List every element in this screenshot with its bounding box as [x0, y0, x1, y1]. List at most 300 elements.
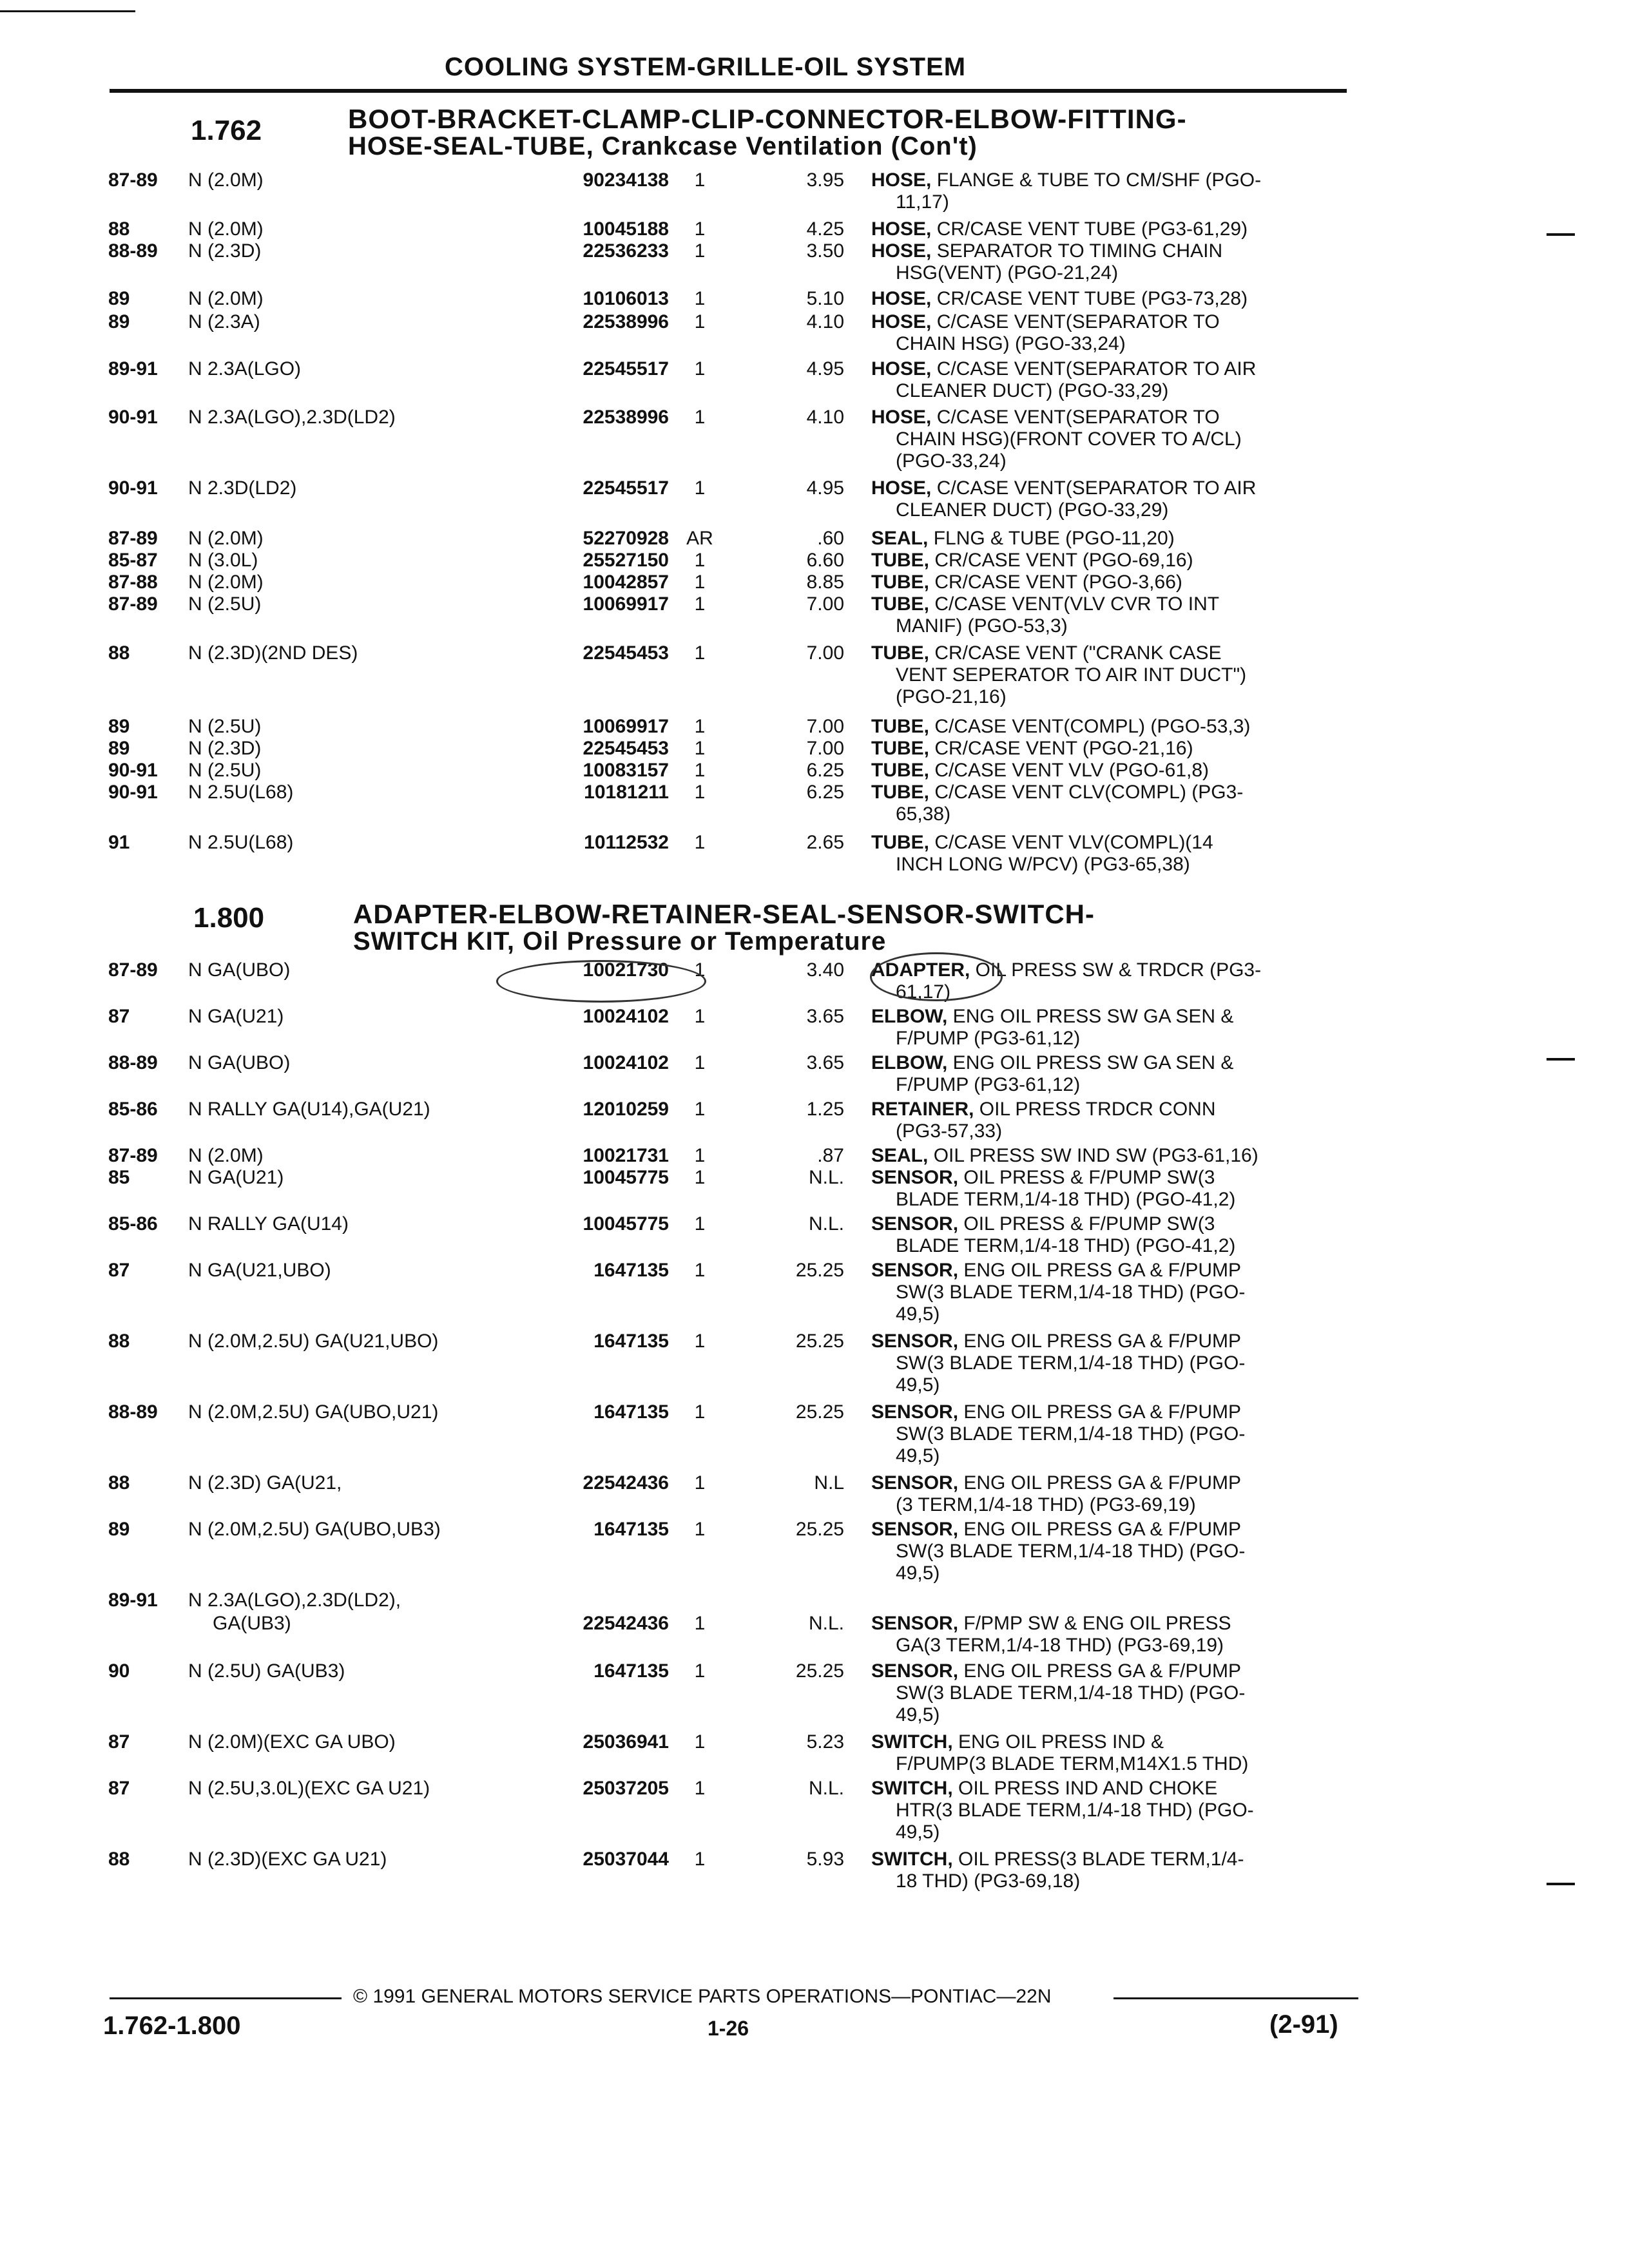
application: N (2.3A)	[188, 311, 260, 332]
description-line1	[871, 169, 1348, 192]
footer-copyright: © 1991 GENERAL MOTORS SERVICE PARTS OPERATIONS—PONTIAC—22N	[353, 1986, 1052, 2007]
description-line2: CLEANER DUCT) (PGO-33,29)	[896, 380, 1169, 401]
application: N GA(UBO)	[188, 959, 291, 981]
price: 4.95	[806, 477, 844, 499]
description-line1	[871, 715, 1348, 738]
price: N.L.	[808, 1778, 844, 1799]
price: N.L.	[808, 1613, 844, 1634]
description-line2: GA(3 TERM,1/4-18 THD) (PG3-69,19)	[896, 1635, 1224, 1656]
part-number: 12010259	[583, 1099, 669, 1120]
part-name: HOSE,	[871, 240, 932, 262]
description-line1	[871, 1213, 1348, 1236]
part-detail: ENG OIL PRESS GA & F/PUMP	[958, 1331, 1242, 1352]
part-name: TUBE,	[871, 593, 929, 615]
price: .87	[817, 1145, 844, 1166]
part-name: SENSOR,	[871, 1167, 959, 1188]
part-detail: ENG OIL PRESS SW GA SEN &	[947, 1006, 1234, 1027]
application: N (2.0M,2.5U) GA(UBO,UB3)	[188, 1519, 441, 1540]
application: N (2.5U)	[188, 593, 262, 615]
quantity: 1	[694, 1260, 706, 1281]
description-line1	[871, 1166, 1348, 1189]
application: N (2.0M)	[188, 572, 264, 593]
part-name: SENSOR,	[871, 1472, 959, 1494]
part-detail: C/CASE VENT(SEPARATOR TO AIR	[931, 358, 1257, 380]
part-name: SENSOR,	[871, 1613, 959, 1634]
part-name: HOSE,	[871, 358, 932, 380]
part-number: 22538996	[583, 311, 669, 332]
quantity: 1	[694, 760, 706, 781]
application: N 2.3D(LD2)	[188, 477, 297, 499]
price: 7.00	[806, 593, 844, 615]
application: N 2.3A(LGO)	[188, 358, 302, 380]
price: N.L.	[808, 1213, 844, 1235]
model-year: 85-86	[108, 1099, 158, 1120]
model-year: 90-91	[108, 477, 158, 499]
model-year: 89	[108, 738, 130, 759]
price: 3.95	[806, 169, 844, 191]
part-detail: CR/CASE VENT TUBE (PG3-61,29)	[931, 218, 1248, 240]
part-number: 22545453	[583, 642, 669, 664]
part-detail: CR/CASE VENT (PGO-3,66)	[929, 572, 1182, 593]
part-detail: CR/CASE VENT (PGO-69,16)	[929, 550, 1193, 571]
model-year: 90-91	[108, 782, 158, 803]
price: 8.85	[806, 572, 844, 593]
price: 3.50	[806, 240, 844, 262]
model-year: 87-89	[108, 169, 158, 191]
price: 3.65	[806, 1006, 844, 1027]
part-number: 22538996	[583, 407, 669, 428]
part-name: SENSOR,	[871, 1331, 959, 1352]
quantity: 1	[694, 169, 706, 191]
description-line3: 49,5)	[896, 1374, 940, 1396]
part-detail: ENG OIL PRESS GA & F/PUMP	[958, 1472, 1242, 1494]
price: 4.10	[806, 407, 844, 428]
part-detail: ENG OIL PRESS GA & F/PUMP	[958, 1401, 1242, 1423]
part-number: 22545517	[583, 477, 669, 499]
price: 2.65	[806, 832, 844, 853]
part-detail: ENG OIL PRESS IND &	[952, 1731, 1164, 1753]
quantity: 1	[694, 550, 706, 571]
part-number: 10069917	[583, 716, 669, 737]
application: N RALLY GA(U14),GA(U21)	[188, 1099, 430, 1120]
footer-rule-right	[1113, 1997, 1358, 1999]
margin-mark	[1547, 1058, 1575, 1061]
price: 5.93	[806, 1849, 844, 1870]
part-number: 10021731	[583, 1145, 669, 1166]
model-year: 89	[108, 716, 130, 737]
description-line2: 11,17)	[896, 191, 949, 213]
quantity: 1	[694, 593, 706, 615]
part-detail: SEPARATOR TO TIMING CHAIN	[931, 240, 1223, 262]
part-number: 22542436	[583, 1472, 669, 1494]
part-name: SENSOR,	[871, 1260, 959, 1281]
description-line3: 49,5)	[896, 1821, 940, 1843]
part-number: 22545453	[583, 738, 669, 759]
description-line1	[871, 1330, 1348, 1353]
part-number: 1647135	[593, 1660, 669, 1682]
quantity: 1	[694, 1472, 706, 1494]
description-line1	[871, 1777, 1348, 1800]
part-detail: OIL PRESS & F/PUMP SW(3	[958, 1213, 1215, 1235]
description-line2: F/PUMP(3 BLADE TERM,M14X1.5 THD)	[896, 1753, 1249, 1774]
description-line1	[871, 527, 1348, 550]
quantity: 1	[694, 1213, 706, 1235]
model-year: 87-88	[108, 572, 158, 593]
part-name: SENSOR,	[871, 1401, 959, 1423]
price: 7.00	[806, 716, 844, 737]
description-line1	[871, 1472, 1348, 1495]
application: N (2.3D)	[188, 738, 262, 759]
description-line1	[871, 1848, 1348, 1871]
part-detail: ENG OIL PRESS GA & F/PUMP	[958, 1660, 1242, 1682]
margin-mark	[1547, 1883, 1575, 1885]
part-detail: C/CASE VENT VLV(COMPL)(14	[929, 832, 1213, 853]
quantity: 1	[694, 782, 706, 803]
quantity: 1	[694, 959, 706, 981]
model-year: 87-89	[108, 528, 158, 549]
application: N 2.5U(L68)	[188, 782, 294, 803]
description-line2: MANIF) (PGO-53,3)	[896, 615, 1068, 637]
model-year: 85-86	[108, 1213, 158, 1235]
quantity: 1	[694, 288, 706, 309]
quantity: 1	[694, 218, 706, 240]
part-number: 10069917	[583, 593, 669, 615]
description-line1	[871, 1259, 1348, 1282]
part-detail: C/CASE VENT(VLV CVR TO INT	[929, 593, 1220, 615]
part-number: 10024102	[583, 1052, 669, 1073]
application: N (2.0M)	[188, 528, 264, 549]
quantity: 1	[694, 1519, 706, 1540]
application: N (2.0M)(EXC GA UBO)	[188, 1731, 396, 1753]
description-line3: (PGO-33,24)	[896, 450, 1007, 472]
description-line3: (PGO-21,16)	[896, 686, 1007, 707]
description-line1	[871, 549, 1348, 572]
description-line1	[871, 477, 1348, 500]
part-number: 22542436	[583, 1613, 669, 1634]
part-number: 10021730	[583, 959, 669, 981]
part-detail: F/PMP SW & ENG OIL PRESS	[958, 1613, 1231, 1634]
application: N RALLY GA(U14)	[188, 1213, 349, 1235]
part-number: 25527150	[583, 550, 669, 571]
part-name: HOSE,	[871, 288, 932, 309]
price: 25.25	[795, 1660, 844, 1682]
footer-date: (2-91)	[1269, 2010, 1338, 2039]
description-line2: SW(3 BLADE TERM,1/4-18 THD) (PGO-	[896, 1282, 1246, 1303]
part-name: TUBE,	[871, 642, 929, 664]
price: 3.65	[806, 1052, 844, 1073]
description-line2: INCH LONG W/PCV) (PG3-65,38)	[896, 854, 1190, 875]
part-detail: C/CASE VENT(COMPL) (PGO-53,3)	[929, 716, 1251, 737]
quantity: 1	[694, 832, 706, 853]
part-name: TUBE,	[871, 550, 929, 571]
part-detail: CR/CASE VENT (PGO-21,16)	[929, 738, 1193, 759]
model-year: 89	[108, 288, 130, 309]
application: N GA(U21,UBO)	[188, 1260, 331, 1281]
part-detail: FLNG & TUBE (PGO-11,20)	[928, 528, 1175, 549]
application: N 2.3A(LGO),2.3D(LD2)	[188, 407, 396, 428]
part-name: SWITCH,	[871, 1778, 953, 1799]
model-year: 90-91	[108, 760, 158, 781]
description-line1	[871, 737, 1348, 760]
description-line2: SW(3 BLADE TERM,1/4-18 THD) (PGO-	[896, 1682, 1246, 1704]
model-year: 88	[108, 642, 130, 664]
description-line2: 65,38)	[896, 803, 951, 825]
model-year: 89-91	[108, 358, 158, 380]
part-number: 10042857	[583, 572, 669, 593]
description-line2: CHAIN HSG) (PGO-33,24)	[896, 333, 1126, 354]
application: N (2.3D)(2ND DES)	[188, 642, 358, 664]
part-name: ADAPTER,	[871, 959, 970, 981]
part-detail: ENG OIL PRESS GA & F/PUMP	[958, 1260, 1242, 1281]
model-year: 87-89	[108, 959, 158, 981]
footer-rule-left	[110, 1997, 342, 1999]
part-name: TUBE,	[871, 738, 929, 759]
application: N GA(UBO)	[188, 1052, 291, 1073]
part-name: TUBE,	[871, 760, 929, 781]
part-name: HOSE,	[871, 477, 932, 499]
description-line2: BLADE TERM,1/4-18 THD) (PGO-41,2)	[896, 1189, 1236, 1210]
model-year: 87	[108, 1778, 130, 1799]
model-year: 87	[108, 1731, 130, 1753]
price: 6.60	[806, 550, 844, 571]
quantity: 1	[694, 642, 706, 664]
quantity: 1	[694, 1145, 706, 1166]
part-name: HOSE,	[871, 407, 932, 428]
part-number: 25036941	[583, 1731, 669, 1753]
part-name: ELBOW,	[871, 1006, 948, 1027]
description-line2: F/PUMP (PG3-61,12)	[896, 1074, 1081, 1095]
quantity: 1	[694, 1331, 706, 1352]
price: 5.10	[806, 288, 844, 309]
model-year: 88-89	[108, 1401, 158, 1423]
price: 5.23	[806, 1731, 844, 1753]
part-detail: ENG OIL PRESS GA & F/PUMP	[958, 1519, 1242, 1540]
part-name: SENSOR,	[871, 1519, 959, 1540]
section-title-line1: BOOT-BRACKET-CLAMP-CLIP-CONNECTOR-ELBOW-FITTING-	[348, 104, 1187, 134]
description-line1	[871, 1660, 1348, 1683]
part-name: SWITCH,	[871, 1731, 953, 1753]
price: N.L	[814, 1472, 844, 1494]
section-title-line2: SWITCH KIT, Oil Pressure or Temperature	[353, 927, 887, 956]
quantity: 1	[694, 240, 706, 262]
footer-page-number: 1-26	[708, 2017, 749, 2040]
application: N (2.5U,3.0L)(EXC GA U21)	[188, 1778, 430, 1799]
price: 25.25	[795, 1519, 844, 1540]
quantity: 1	[694, 1099, 706, 1120]
price: 1.25	[806, 1099, 844, 1120]
handwritten-circle-partno	[496, 960, 706, 1003]
model-year: 89	[108, 311, 130, 332]
price: 6.25	[806, 782, 844, 803]
model-year: 87	[108, 1260, 130, 1281]
description-line1	[871, 593, 1348, 616]
part-number: 1647135	[593, 1519, 669, 1540]
part-detail: OIL PRESS & F/PUMP SW(3	[958, 1167, 1215, 1188]
description-line2: HTR(3 BLADE TERM,1/4-18 THD) (PGO-	[896, 1800, 1254, 1821]
price: 3.40	[806, 959, 844, 981]
description-line1	[871, 1612, 1348, 1635]
part-number: 10112532	[584, 832, 669, 853]
price: .60	[817, 528, 844, 549]
part-name: SEAL,	[871, 1145, 929, 1166]
part-number: 10083157	[583, 760, 669, 781]
footer-section-range: 1.762-1.800	[103, 2012, 241, 2040]
description-line2: (3 TERM,1/4-18 THD) (PG3-69,19)	[896, 1494, 1196, 1515]
quantity: 1	[694, 716, 706, 737]
description-line1	[871, 571, 1348, 594]
part-detail: C/CASE VENT(SEPARATOR TO AIR	[931, 477, 1257, 499]
handwritten-circle-adapter	[870, 952, 1003, 1001]
top-corner-rule	[0, 10, 135, 12]
part-number: 52270928	[583, 528, 669, 549]
price: 7.00	[806, 642, 844, 664]
description-line1	[871, 218, 1348, 241]
quantity: 1	[694, 1052, 706, 1073]
description-line1	[871, 406, 1348, 429]
description-line1	[871, 1098, 1348, 1121]
description-line2: 18 THD) (PG3-69,18)	[896, 1870, 1081, 1892]
price: 4.95	[806, 358, 844, 380]
application: N (2.0M)	[188, 218, 264, 240]
part-number: 1647135	[593, 1331, 669, 1352]
description-line1	[871, 1518, 1348, 1541]
part-number: 90234138	[583, 169, 669, 191]
application: N (2.0M)	[188, 1145, 264, 1166]
model-year: 89	[108, 1519, 130, 1540]
price: 6.25	[806, 760, 844, 781]
price: 4.10	[806, 311, 844, 332]
description-line1	[871, 759, 1348, 782]
price: 25.25	[795, 1331, 844, 1352]
quantity: 1	[694, 1167, 706, 1188]
part-number: 1647135	[593, 1401, 669, 1423]
description-line2: (PG3-57,33)	[896, 1120, 1003, 1142]
model-year: 87-89	[108, 1145, 158, 1166]
price: 4.25	[806, 218, 844, 240]
part-name: SENSOR,	[871, 1660, 959, 1682]
model-year: 87-89	[108, 593, 158, 615]
part-name: TUBE,	[871, 832, 929, 853]
description-line1	[871, 642, 1348, 665]
description-line2: HSG(VENT) (PGO-21,24)	[896, 262, 1119, 284]
model-year: 88	[108, 1472, 130, 1494]
model-year: 88-89	[108, 240, 158, 262]
description-line1	[871, 1052, 1348, 1075]
part-detail: C/CASE VENT CLV(COMPL) (PG3-	[929, 782, 1244, 803]
part-name: RETAINER,	[871, 1099, 974, 1120]
price: N.L.	[808, 1167, 844, 1188]
part-number: 10181211	[584, 782, 669, 803]
part-number: 10024102	[583, 1006, 669, 1027]
model-year: 88	[108, 1849, 130, 1870]
section-title-line1: ADAPTER-ELBOW-RETAINER-SEAL-SENSOR-SWITCH-	[353, 899, 1095, 929]
model-year: 91	[108, 832, 130, 853]
description-line1	[871, 831, 1348, 854]
part-name: TUBE,	[871, 572, 929, 593]
part-number: 1647135	[593, 1260, 669, 1281]
price: 25.25	[795, 1401, 844, 1423]
part-number: 25037044	[583, 1849, 669, 1870]
application: N (2.3D) GA(U21,	[188, 1472, 342, 1494]
page-header: COOLING SYSTEM-GRILLE-OIL SYSTEM	[445, 53, 967, 81]
part-detail: C/CASE VENT VLV (PGO-61,8)	[929, 760, 1210, 781]
section-number: 1.762	[191, 115, 262, 146]
part-detail: CR/CASE VENT ("CRANK CASE	[929, 642, 1222, 664]
description-line2: CLEANER DUCT) (PGO-33,29)	[896, 499, 1169, 521]
margin-mark	[1547, 233, 1575, 236]
description-line1	[871, 1731, 1348, 1754]
part-name: HOSE,	[871, 311, 932, 332]
description-line1	[871, 1401, 1348, 1424]
part-number: 10045775	[583, 1213, 669, 1235]
part-name: SEAL,	[871, 528, 929, 549]
model-year: 88	[108, 218, 130, 240]
description-line3: 49,5)	[896, 1704, 940, 1725]
quantity: 1	[694, 477, 706, 499]
part-detail: OIL PRESS IND AND CHOKE	[952, 1778, 1218, 1799]
quantity: 1	[694, 358, 706, 380]
part-detail: OIL PRESS SW IND SW (PG3-61,16)	[928, 1145, 1258, 1166]
description-line1	[871, 240, 1348, 263]
quantity: 1	[694, 1613, 706, 1634]
description-line1	[871, 1144, 1348, 1168]
part-detail: OIL PRESS SW & TRDCR (PG3-	[970, 959, 1262, 981]
model-year: 89-91	[108, 1590, 158, 1611]
application: N (2.5U) GA(UB3)	[188, 1660, 345, 1682]
part-detail: C/CASE VENT(SEPARATOR TO	[931, 311, 1220, 332]
quantity: 1	[694, 1401, 706, 1423]
part-name: HOSE,	[871, 218, 932, 240]
application: N (2.5U)	[188, 760, 262, 781]
model-year: 85	[108, 1167, 130, 1188]
model-year: 85-87	[108, 550, 158, 571]
application-cont: GA(UB3)	[213, 1613, 291, 1634]
application: N (2.3D)(EXC GA U21)	[188, 1849, 387, 1870]
part-detail: OIL PRESS TRDCR CONN	[974, 1099, 1216, 1120]
part-detail: ENG OIL PRESS SW GA SEN &	[947, 1052, 1234, 1073]
model-year: 90-91	[108, 407, 158, 428]
quantity: 1	[694, 738, 706, 759]
description-line1	[871, 781, 1348, 804]
quantity: 1	[694, 1778, 706, 1799]
header-rule	[110, 89, 1347, 93]
part-name: TUBE,	[871, 782, 929, 803]
description-line1	[871, 1005, 1348, 1028]
price: 25.25	[795, 1260, 844, 1281]
quantity: 1	[694, 1731, 706, 1753]
section-title-line2: HOSE-SEAL-TUBE, Crankcase Ventilation (Con't)	[348, 132, 978, 160]
part-name: SWITCH,	[871, 1849, 953, 1870]
application: N GA(U21)	[188, 1006, 284, 1027]
description-line2: F/PUMP (PG3-61,12)	[896, 1028, 1081, 1049]
section-number: 1.800	[193, 902, 265, 934]
description-line2: VENT SEPERATOR TO AIR INT DUCT")	[896, 664, 1247, 686]
description-line3: 49,5)	[896, 1303, 940, 1325]
part-detail: FLANGE & TUBE TO CM/SHF (PGO-	[931, 169, 1262, 191]
quantity: 1	[694, 572, 706, 593]
description-line3: 49,5)	[896, 1445, 940, 1466]
part-number: 22536233	[583, 240, 669, 262]
model-year: 88-89	[108, 1052, 158, 1073]
part-number: 10106013	[583, 288, 669, 309]
part-name: ELBOW,	[871, 1052, 948, 1073]
part-number: 22545517	[583, 358, 669, 380]
description-line1	[871, 311, 1348, 334]
application: N 2.5U(L68)	[188, 832, 294, 853]
quantity: 1	[694, 311, 706, 332]
part-detail: C/CASE VENT(SEPARATOR TO	[931, 407, 1220, 428]
model-year: 88	[108, 1331, 130, 1352]
